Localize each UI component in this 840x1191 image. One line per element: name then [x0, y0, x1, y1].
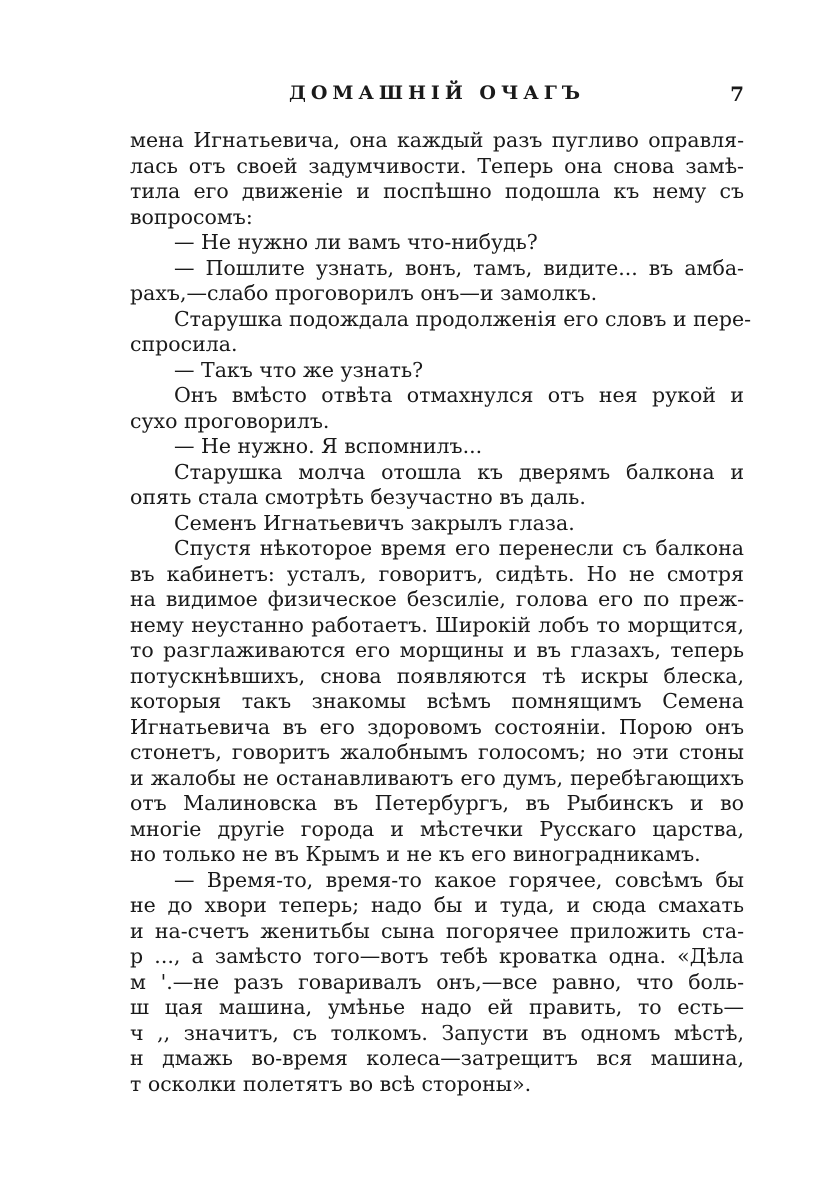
text-line: нему неустанно работаетъ. Широкій лобъ то морщится, [130, 612, 744, 637]
text-line: — Время-то, время-то какое горячее, совсѣмъ бы [174, 867, 744, 892]
running-title: ДОМАШНІЙ ОЧАГЪ [288, 82, 586, 104]
text-line: ш цая машина, умѣнье надо ей править, то есть— [130, 995, 744, 1019]
text-line: Игнатьевича въ его здоровомъ состояніи. Порою онъ [130, 714, 744, 739]
text-line: потускнѣвшихъ, снова появляются тѣ искры блеска, [130, 663, 744, 688]
text-line: опять стала смотрѣть безучастно въ даль. [130, 485, 586, 509]
text-line: мена Игнатьевича, она каждый разъ пугливо оправля- [130, 128, 744, 152]
body-text [130, 128, 752, 1097]
text-line: тила его движеніе и поспѣшно подошла къ нему съ [130, 179, 744, 203]
text-line: ч ,, значитъ, съ толкомъ. Запусти въ одномъ мѣстѣ, [130, 1020, 744, 1045]
text-line: и жалобы не останавливаютъ его думъ, перебѣгающихъ [130, 765, 744, 790]
text-line: р ..., а замѣсто того—вотъ тебѣ кроватка одна. «Дѣла [130, 944, 744, 968]
text-line: лась отъ своей задумчивости. Теперь она снова замѣ- [130, 153, 744, 178]
text-line: то разглаживаются его морщины и въ глазахъ, теперь [130, 638, 744, 662]
text-line: которыя такъ знакомы всѣмъ помнящимъ Семена [130, 689, 744, 713]
text-line: рахъ,—слабо проговорилъ онъ—и замолкъ. [130, 281, 598, 305]
text-line: н дмажь во-время колеса—затрещитъ вся машина, [130, 1046, 744, 1070]
text-line: въ кабинетъ: усталъ, говоритъ, сидѣть. Но не смотря [130, 561, 744, 586]
text-line: многіе другіе города и мѣстечки Русскаго царства, [130, 816, 744, 841]
running-head [130, 82, 744, 112]
text-line: сухо проговорилъ. [130, 408, 330, 433]
text-line: спросила. [130, 332, 238, 356]
text-line: Спустя нѣкоторое время его перенесли съ балкона [174, 536, 744, 560]
text-line: отъ Малиновска въ Петербургъ, въ Рыбинскъ и во [130, 791, 744, 815]
text-line: — Не нужно ли вамъ что-нибудь? [174, 230, 538, 254]
text-line: — Пошлите узнать, вонъ, тамъ, видите... въ амба- [174, 255, 744, 280]
text-line: т осколки полетятъ во всѣ стороны». [130, 1071, 532, 1096]
text-line: стонетъ, говоритъ жалобнымъ голосомъ; но эти стоны [130, 740, 744, 764]
text-line: но только не въ Крымъ и не къ его виноградникамъ. [130, 842, 701, 866]
text-line: и на-счетъ женитьбы сына погорячее приложить ста- [130, 918, 744, 943]
text-line: м '.—не разъ говаривалъ онъ,—все равно, что боль- [130, 969, 744, 994]
text-line: вопросомъ: [130, 204, 253, 229]
page-number: 7 [730, 82, 744, 106]
text-line: Старушка подождала продолженія его словъ и пере- [174, 306, 752, 331]
text-line: — Не нужно. Я вспомнилъ... [174, 434, 483, 458]
text-line: Старушка молча отошла къ дверямъ балкона и [174, 459, 744, 484]
text-line: Онъ вмѣсто отвѣта отмахнулся отъ нея рукой и [174, 383, 744, 407]
text-line: Семенъ Игнатьевичъ закрылъ глаза. [174, 510, 575, 535]
text-line: — Такъ что же узнать? [174, 357, 424, 382]
text-line: не до хвори теперь; надо бы и туда, и сюда смахать [130, 893, 744, 917]
text-line: на видимое физическое безсиліе, голова его по преж- [130, 587, 744, 611]
